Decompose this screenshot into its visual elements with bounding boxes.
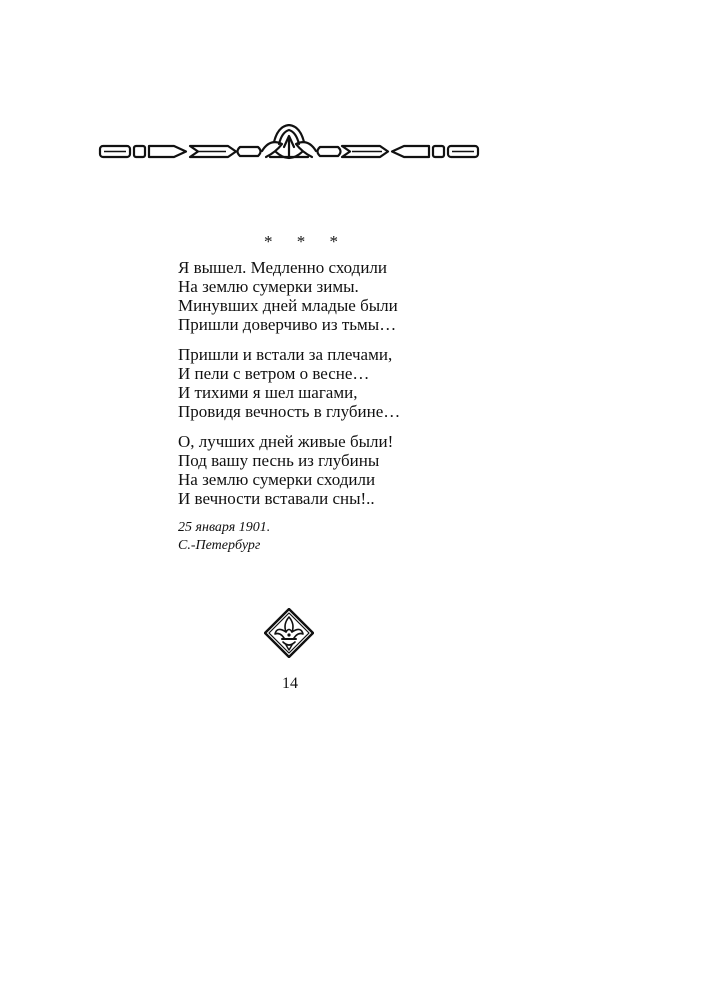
poem-line: И пели с ветром о весне… bbox=[178, 364, 370, 383]
poem bbox=[178, 231, 508, 555]
tailpiece-ornament bbox=[264, 608, 314, 658]
stanza-2 bbox=[178, 345, 508, 421]
poem-line: Под вашу песнь из глубины bbox=[178, 451, 380, 470]
poem-line: На землю сумерки сходили bbox=[178, 470, 376, 489]
poem-place: С.-Петербург bbox=[178, 538, 261, 553]
poem-line: Пришли доверчиво из тьмы… bbox=[178, 315, 397, 334]
poem-line: И тихими я шел шагами, bbox=[178, 383, 358, 402]
poem-date: 25 января 1901. bbox=[178, 520, 271, 535]
poem-line: На землю сумерки зимы. bbox=[178, 277, 359, 296]
poem-line: Пришли и встали за плечами, bbox=[178, 345, 393, 364]
poem-line: Я вышел. Медленно сходили bbox=[178, 258, 388, 277]
headpiece-ornament bbox=[98, 124, 480, 166]
poem-line: И вечности вставали сны!.. bbox=[178, 489, 375, 508]
poem-asterism: * * * bbox=[264, 232, 348, 251]
page-number: 14 bbox=[282, 675, 298, 692]
stanza-3 bbox=[178, 432, 508, 508]
poem-line: О, лучших дней живые были! bbox=[178, 432, 394, 451]
poem-line: Минувших дней младые были bbox=[178, 296, 398, 315]
stanza-1 bbox=[178, 258, 508, 334]
poem-line: Провидя вечность в глубине… bbox=[178, 402, 401, 421]
